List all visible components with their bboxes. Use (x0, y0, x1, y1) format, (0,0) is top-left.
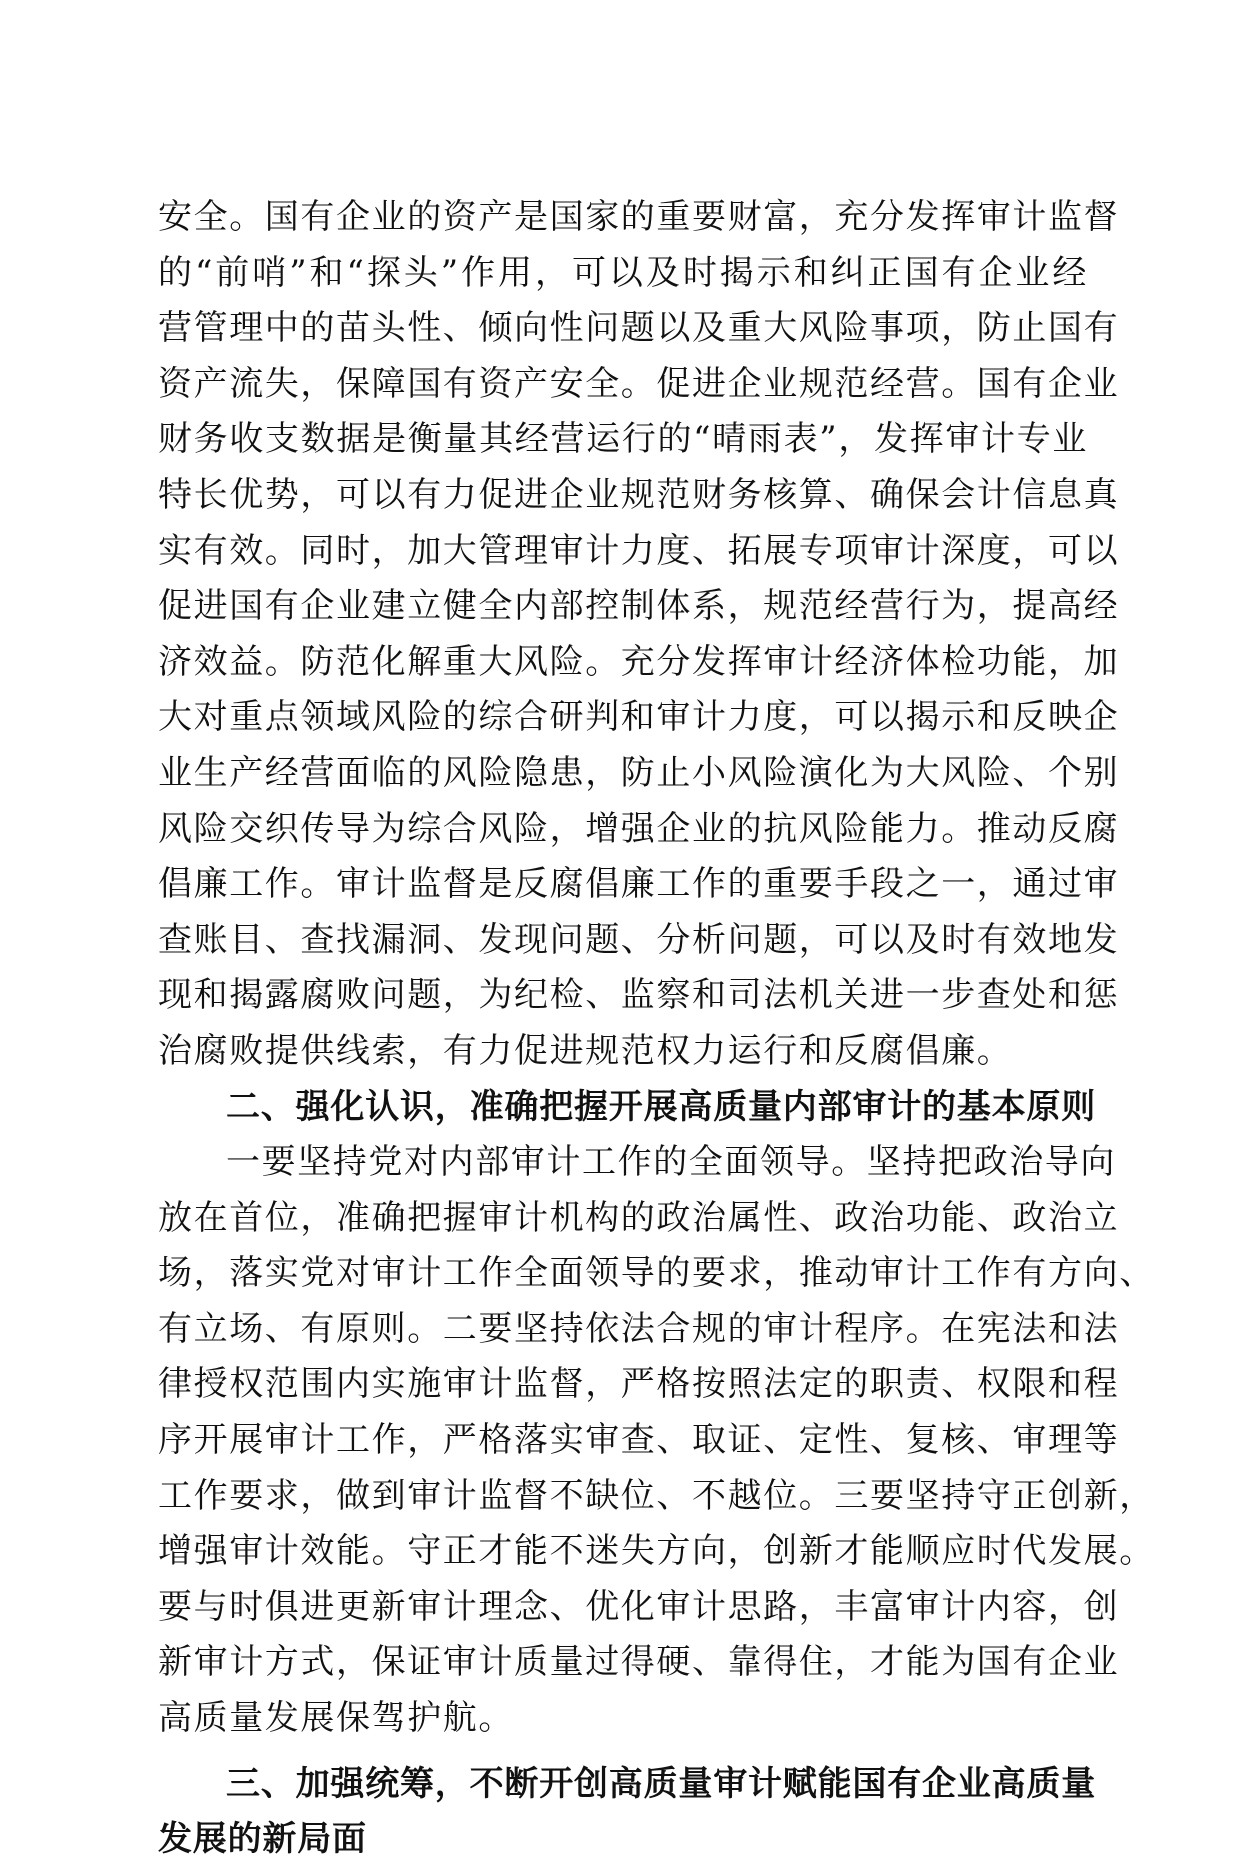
section-heading-3-continued: 发展的新局面 (158, 1819, 367, 1860)
body-line: 查账目、查找漏洞、发现问题、分析问题，可以及时有效地发 (158, 919, 1120, 960)
section-2-line: 高质量发展保驾护航。 (158, 1698, 514, 1739)
section-2-line: 有立场、有原则。二要坚持依法合规的审计程序。在宪法和法 (158, 1308, 1120, 1349)
body-line: 促进国有企业建立健全内部控制体系，规范经营行为，提高经 (158, 586, 1120, 627)
section-2-line: 场，落实党对审计工作全面领导的要求，推动审计工作有方向、 (158, 1253, 1155, 1294)
body-line: 营管理中的苗头性、倾向性问题以及重大风险事项，防止国有 (158, 308, 1120, 349)
body-line: 实有效。同时，加大管理审计力度、拓展专项审计深度，可以 (158, 530, 1120, 571)
section-2-line: 律授权范围内实施审计监督，严格按照法定的职责、权限和程 (158, 1364, 1120, 1405)
body-line: 特长优势，可以有力促进企业规范财务核算、确保会计信息真 (158, 474, 1120, 515)
section-2-line: 新审计方式，保证审计质量过得硬、靠得住，才能为国有企业 (158, 1642, 1120, 1683)
section-heading-2: 二、强化认识，准确把握开展高质量内部审计的基本原则 (226, 1086, 1096, 1127)
section-heading-3: 三、加强统筹，不断开创高质量审计赋能国有企业高质量 (226, 1763, 1096, 1804)
section-2-line: 序开展审计工作，严格落实审查、取证、定性、复核、审理等 (158, 1420, 1120, 1461)
body-line: 安全。国有企业的资产是国家的重要财富，充分发挥审计监督 (158, 197, 1120, 237)
section-2-line: 一要坚持党对内部审计工作的全面领导。坚持把政治导向 (226, 1142, 1116, 1183)
document-body (158, 190, 1155, 1868)
body-line: 资产流失，保障国有资产安全。促进企业规范经营。国有企业 (158, 363, 1120, 404)
body-line: 倡廉工作。审计监督是反腐倡廉工作的重要手段之一，通过审 (158, 864, 1120, 905)
body-line: 现和揭露腐败问题，为纪检、监察和司法机关进一步查处和惩 (158, 975, 1120, 1016)
body-line: 治腐败提供线索，有力促进规范权力运行和反腐倡廉。 (158, 1030, 1013, 1071)
body-line: 的“前哨”和“探头”作用，可以及时揭示和纠正国有企业经 (158, 252, 1088, 293)
section-2-line: 增强审计效能。守正才能不迷失方向，创新才能顺应时代发展。 (158, 1531, 1155, 1572)
body-line: 济效益。防范化解重大风险。充分发挥审计经济体检功能，加 (158, 641, 1120, 682)
body-line: 业生产经营面临的风险隐患，防止小风险演化为大风险、个别 (158, 752, 1120, 793)
body-line: 大对重点领域风险的综合研判和审计力度，可以揭示和反映企 (158, 697, 1120, 738)
body-line: 财务收支数据是衡量其经营运行的“晴雨表”，发挥审计专业 (158, 419, 1088, 460)
body-line: 风险交织传导为综合风险，增强企业的抗风险能力。推动反腐 (158, 808, 1120, 849)
section-2-line: 放在首位，准确把握审计机构的政治属性、政治功能、政治立 (158, 1197, 1120, 1238)
section-2-line: 要与时俱进更新审计理念、优化审计思路，丰富审计内容，创 (158, 1586, 1120, 1627)
section-2-line: 工作要求，做到审计监督不缺位、不越位。三要坚持守正创新， (158, 1475, 1155, 1516)
